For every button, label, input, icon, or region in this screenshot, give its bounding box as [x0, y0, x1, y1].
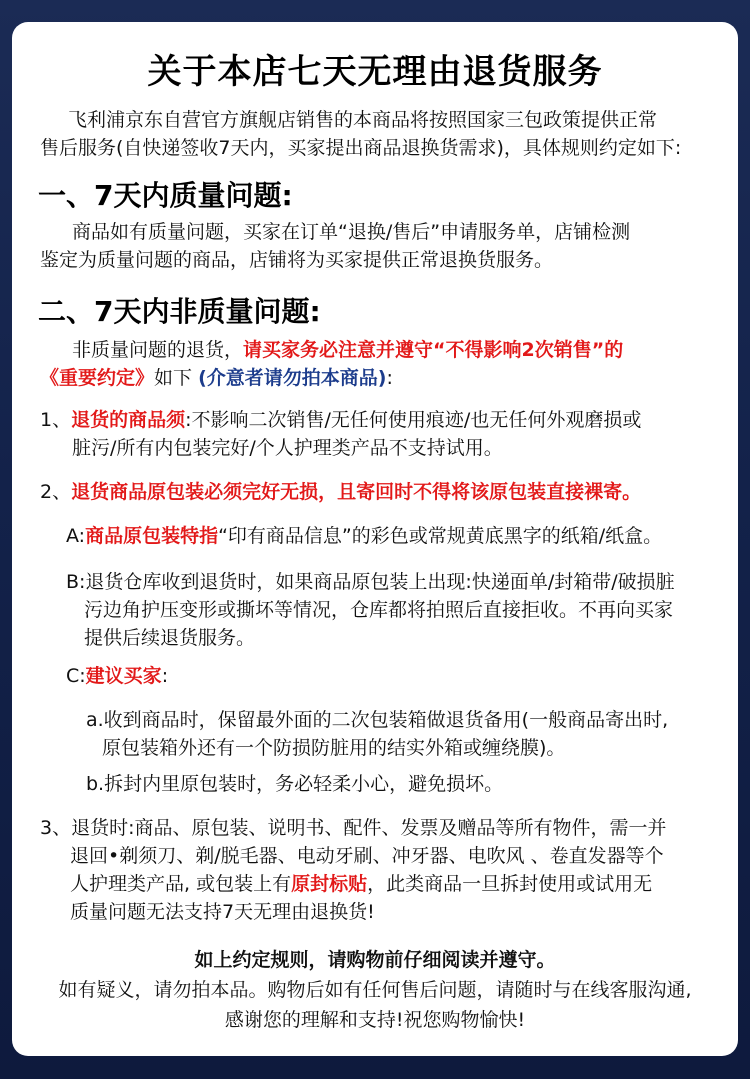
para1-red: 请买家务必注意并遵守“不得影响2次销售”的: [243, 339, 624, 361]
section1-heading: 一、7天内质量问题:: [38, 179, 293, 212]
policy-card: [12, 22, 738, 1056]
original-seal-label: 原封标贴: [291, 873, 368, 895]
para2-colon: :: [386, 367, 393, 389]
item-a-text: “印有商品信息”的彩色或常规黄底黑字的纸箱/纸盒。: [218, 525, 663, 547]
intro-line-2: 售后服务(自快递签收7天内，买家提出商品退换货需求)，具体规则约定如下:: [40, 137, 682, 159]
item3-line-4: 质量问题无法支持7天无理由退换货!: [70, 901, 375, 923]
item-b-line-1: B:退货仓库收到退货时，如果商品原包装上出现:快递面单/封箱带/破损脏: [66, 571, 675, 593]
section2-heading: 二、7天内非质量问题:: [38, 295, 321, 328]
important-agreement: 《重要约定》: [40, 367, 155, 389]
item3-text-a: 人护理类产品, 或包装上有: [70, 873, 292, 895]
section2-para-2: [40, 364, 393, 392]
item-a-red: 商品原包装特指: [85, 525, 219, 547]
item1-number: 1、: [40, 409, 72, 431]
item3-line-3: [70, 870, 652, 898]
item-c-red: 建议买家: [85, 665, 162, 687]
item1-line-2: 脏污/所有内包装完好/个人护理类产品不支持试用。: [72, 437, 503, 459]
item-c-line: [66, 662, 168, 690]
item2-red: 退货商品原包装必须完好无损，且寄回时不得将该原包装直接裸寄。: [71, 481, 642, 503]
footer-line-1: 如有疑义，请勿拍本品。购物后如有任何售后问题，请随时与在线客服沟通,: [58, 979, 692, 1001]
item-a-prefix: A:: [66, 525, 86, 547]
para2-blue-note: (介意者请勿拍本商品): [198, 367, 387, 389]
page-title: 关于本店七天无理由退货服务: [147, 52, 603, 92]
para2-text: 如下: [154, 367, 193, 389]
item-b-line-3: 提供后续退货服务。: [84, 627, 256, 649]
item2-number: 2、: [40, 481, 72, 503]
section1-line-1: 商品如有质量问题，买家在订单“退换/售后”申请服务单，店铺检测: [72, 221, 631, 243]
item3-text-b: ，此类商品一旦拆封使用或试用无: [367, 873, 653, 895]
item-ca-line-1: a.收到商品时，保留最外面的二次包装箱做退货备用(一般商品寄出时,: [86, 709, 669, 731]
item1-text: :不影响二次销售/无任何使用痕迹/也无任何外观磨损或: [185, 409, 642, 431]
item-ca-line-2: 原包装箱外还有一个防损防脏用的结实外箱或缠绕膜)。: [102, 737, 566, 759]
item1-red: 退货的商品须: [71, 409, 186, 431]
item2-line: [40, 478, 641, 506]
intro-line-1: 飞利浦京东自营官方旗舰店销售的本商品将按照国家三包政策提供正常: [68, 109, 658, 131]
item-a-line: [66, 522, 662, 550]
section1-line-2: 鉴定为质量问题的商品，店铺将为买家提供正常退换货服务。: [40, 249, 554, 271]
footer-line-2: 感谢您的理解和支持!祝您购物愉快!: [224, 1009, 526, 1031]
para1-text: 非质量问题的退货，: [72, 339, 244, 361]
item-c-prefix: C:: [66, 665, 86, 687]
item-cb-line: b.拆封内里原包装时，务必轻柔小心，避免损坏。: [86, 773, 504, 795]
section2-para-1: [72, 336, 623, 364]
item-b-line-2: 污边角护压变形或撕坏等情况，仓库都将拍照后直接拒收。不再向买家: [84, 599, 674, 621]
footer-bold: 如上约定规则，请购物前仔细阅读并遵守。: [194, 949, 556, 971]
item1-line-1: [40, 406, 641, 434]
item-c-colon: :: [161, 665, 169, 687]
item3-line-2: 退回•剃须刀、剃/脱毛器、电动牙刷、冲牙器、电吹风 、卷直发器等个: [70, 845, 664, 867]
item3-line-1: 3、退货时:商品、原包装、说明书、配件、发票及赠品等所有物件，需一并: [40, 817, 667, 839]
